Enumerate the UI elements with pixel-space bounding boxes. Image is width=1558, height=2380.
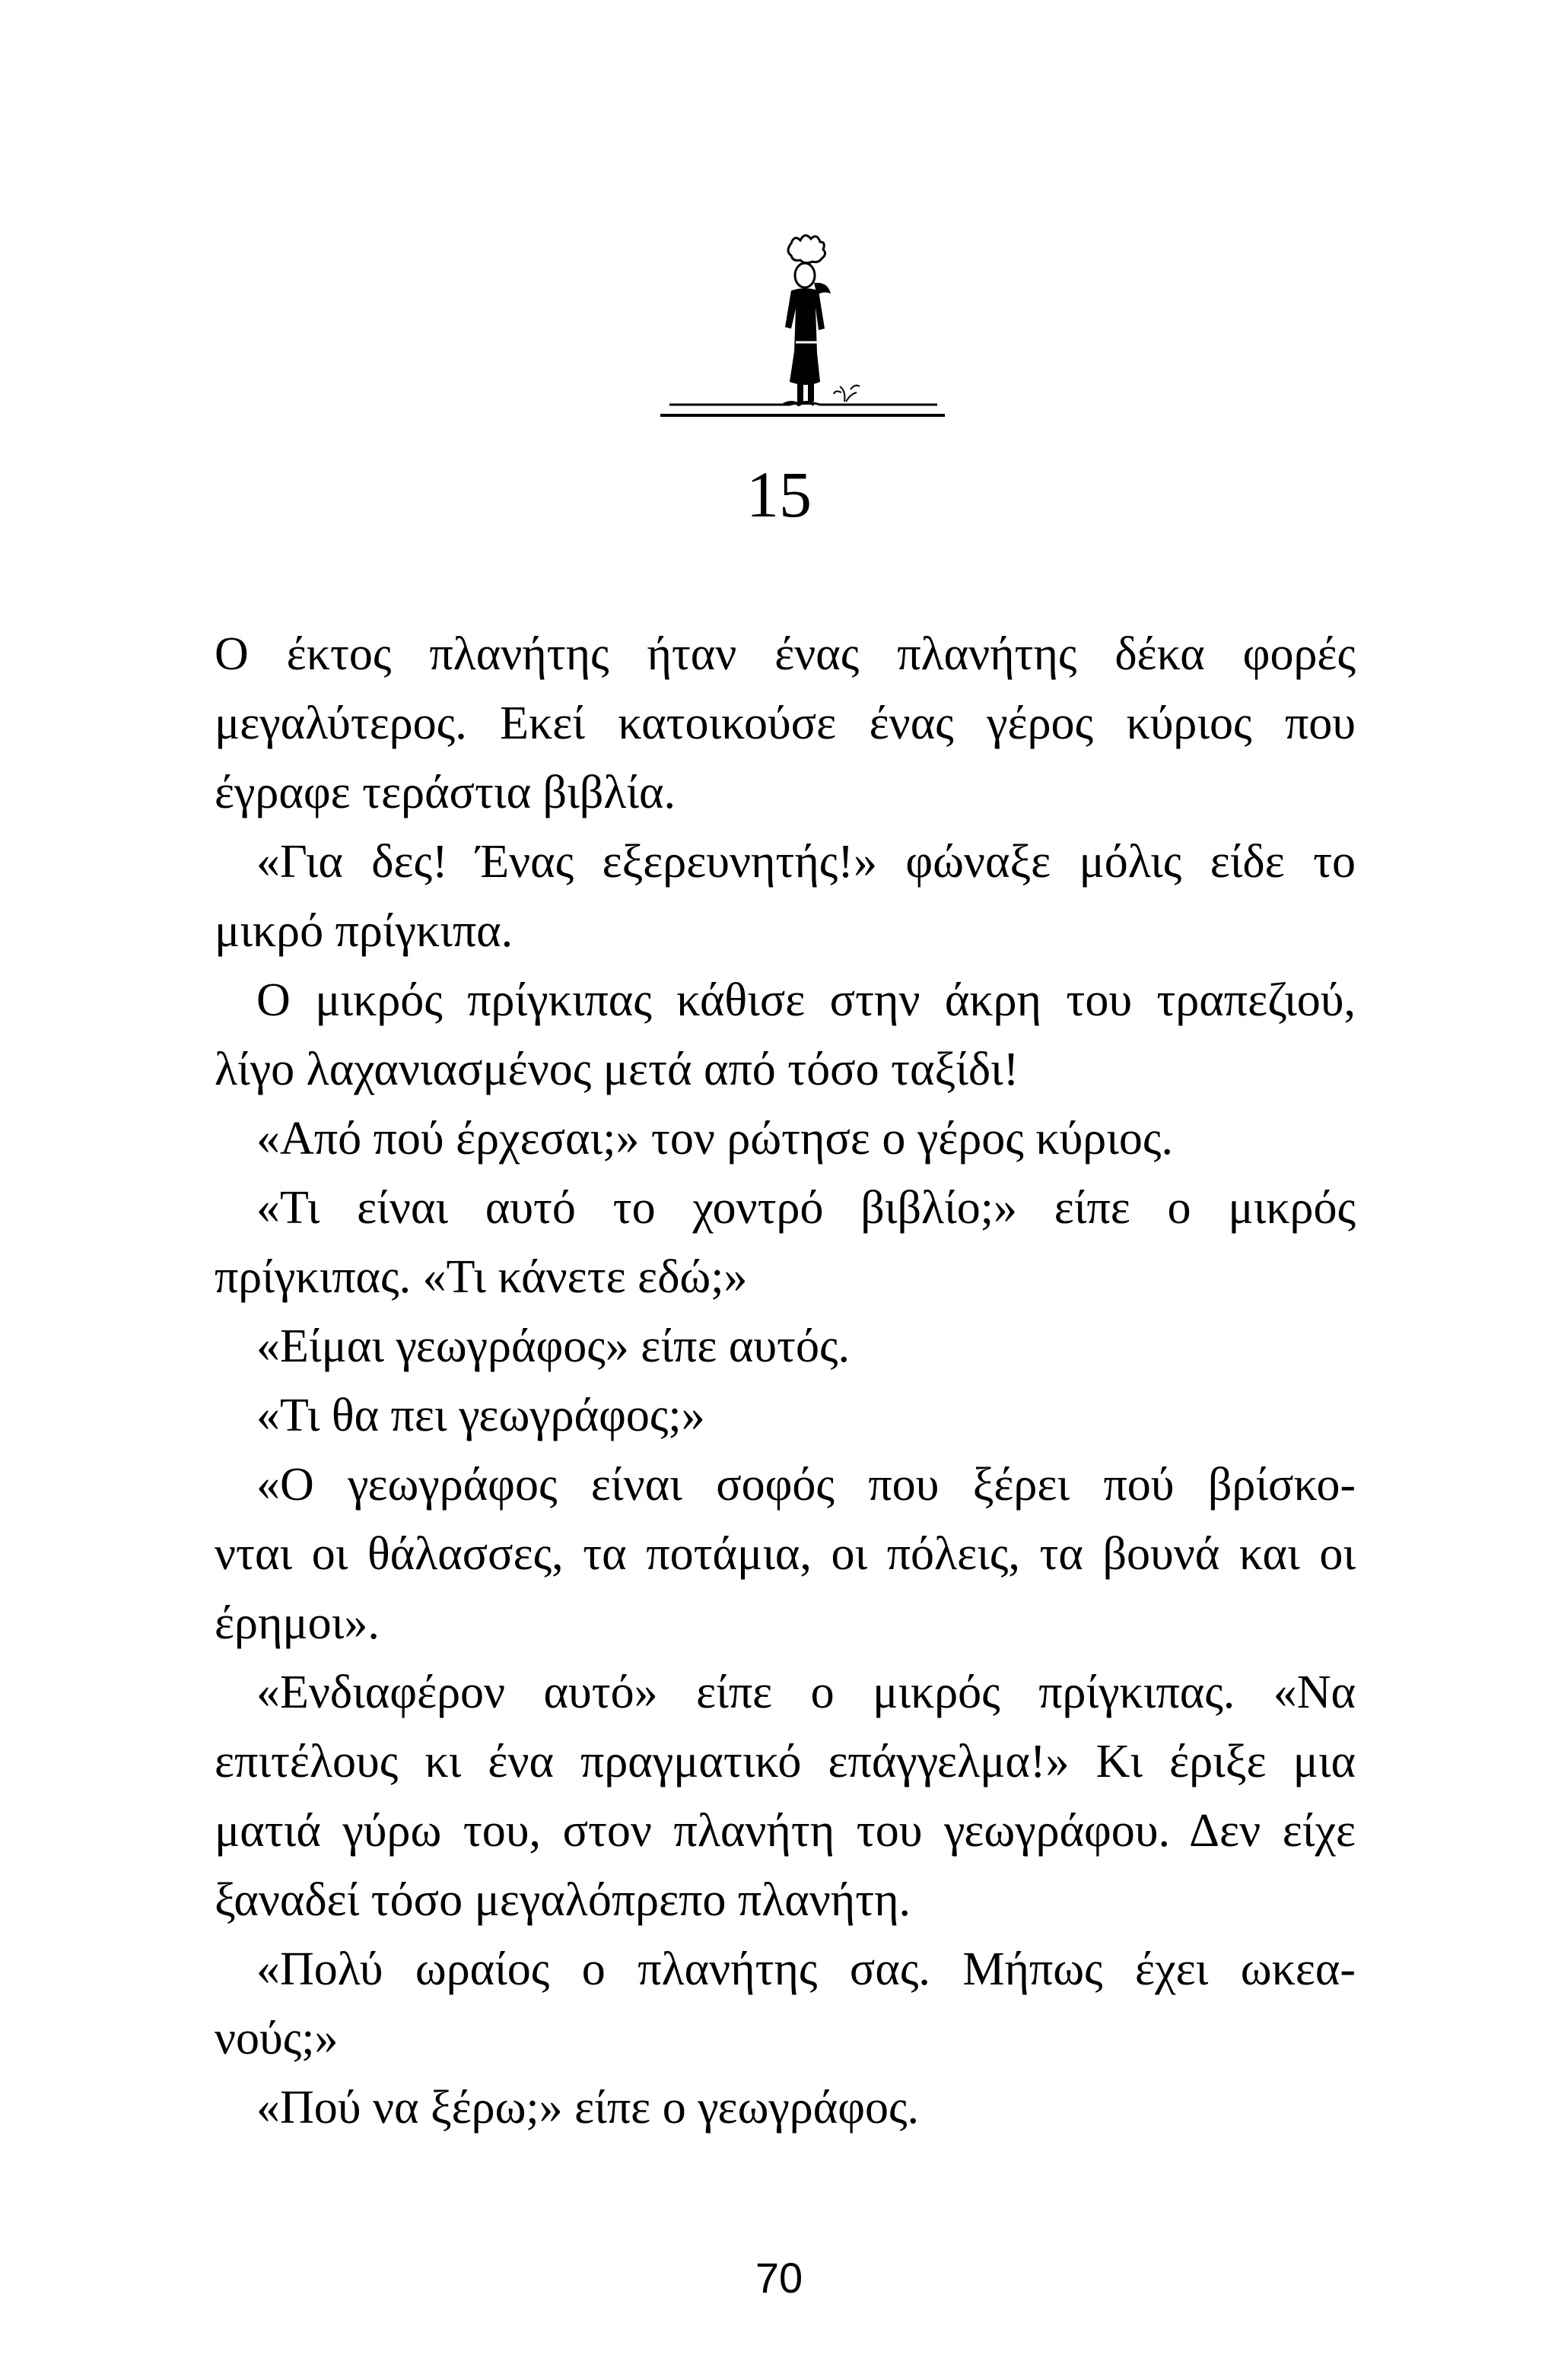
- text-line: «Τι είναι αυτό το χοντρό βιβλίο;» είπε ο μικρός: [256, 1182, 1356, 1234]
- text-line: επιτέλους κι ένα πραγματικό επάγγελμα!» Κι έριξε μια: [215, 1736, 1356, 1787]
- text-line: «Ο γεωγράφος είναι σοφός που ξέρει πού βρίσκο-: [256, 1459, 1356, 1511]
- little-prince-standing-on-planet-icon: [660, 235, 945, 415]
- page-number: 70: [755, 2254, 803, 2302]
- text-line: «Για δες! Ένας εξερευνητής!» φώναξε μόλις είδε το: [256, 836, 1356, 888]
- text-line: «Είμαι γεωγράφος» είπε αυτός.: [256, 1320, 850, 1372]
- text-line: Ο έκτος πλανήτης ήταν ένας πλανήτης δέκα φορές: [215, 628, 1356, 680]
- text-line: ξαναδεί τόσο μεγαλόπρεπο πλανήτη.: [215, 1874, 911, 1926]
- text-line: «Ενδιαφέρον αυτό» είπε ο μικρός πρίγκιπας. «Να: [256, 1667, 1356, 1718]
- text-line: «Από πού έρχεσαι;» τον ρώτησε ο γέρος κύριος.: [256, 1113, 1173, 1165]
- text-line: έγραφε τεράστια βιβλία.: [215, 767, 676, 818]
- text-line: ματιά γύρω του, στον πλανήτη του γεωγράφου. Δεν είχε: [215, 1805, 1356, 1857]
- chapter-number: 15: [746, 458, 812, 531]
- text-line: νούς;»: [215, 2013, 339, 2064]
- chapter-text: [215, 620, 1356, 2143]
- little-prince-illustration: [654, 228, 951, 418]
- text-line: «Πολύ ωραίος ο πλανήτης σας. Μήπως έχει ωκεα-: [256, 1943, 1356, 1995]
- text-line: πρίγκιπας. «Τι κάνετε εδώ;»: [215, 1251, 748, 1303]
- text-line: έρημοι».: [215, 1597, 380, 1649]
- text-line: «Πού να ξέρω;» είπε ο γεωγράφος.: [256, 2082, 920, 2134]
- text-line: λίγο λαχανιασμένος μετά από τόσο ταξίδι!: [215, 1044, 1019, 1095]
- text-line: μικρό πρίγκιπα.: [215, 905, 514, 957]
- text-line: «Τι θα πει γεωγράφος;»: [256, 1390, 705, 1441]
- text-line: νται οι θάλασσες, τα ποτάμια, οι πόλεις, τα βουνά και οι: [215, 1528, 1356, 1580]
- text-line: Ο μικρός πρίγκιπας κάθισε στην άκρη του τραπεζιού,: [256, 974, 1356, 1026]
- text-line: μεγαλύτερος. Εκεί κατοικούσε ένας γέρος κύριος που: [215, 697, 1356, 749]
